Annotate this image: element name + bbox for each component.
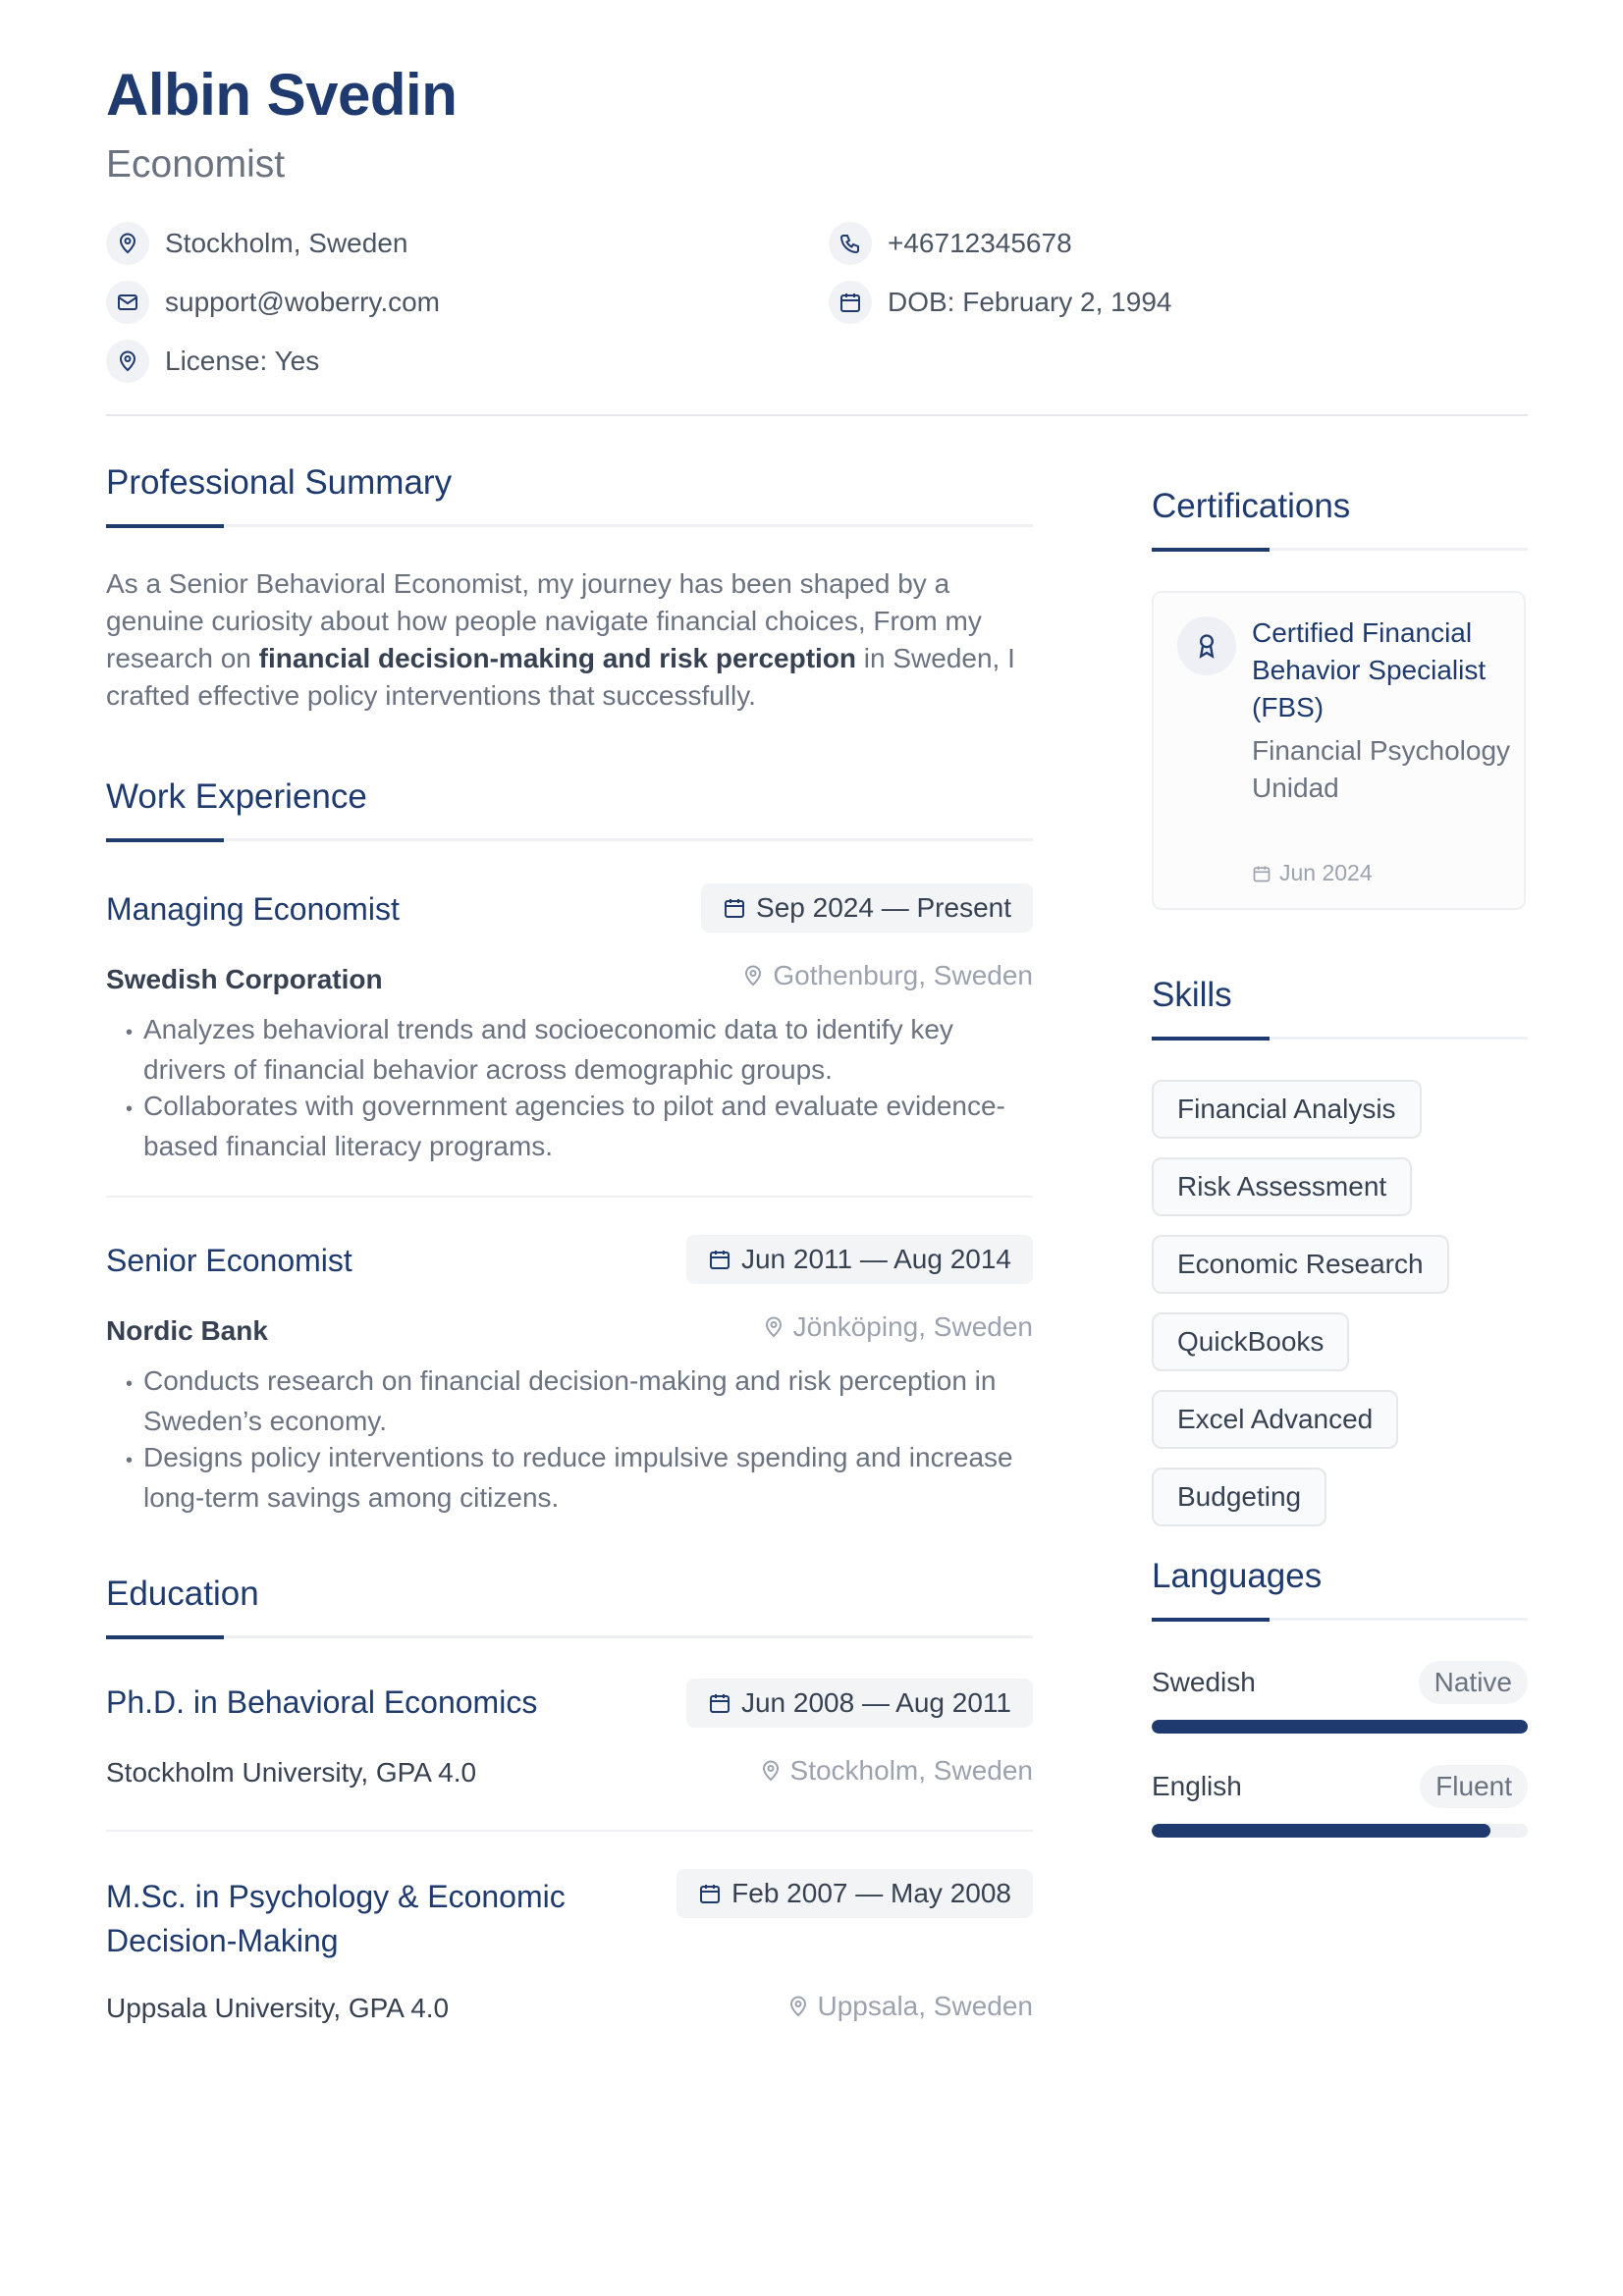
job-title: Senior Economist <box>106 1243 352 1278</box>
header-divider <box>106 414 1528 416</box>
summary-highlight: financial decision-making and risk perception <box>258 643 857 673</box>
certification-name: Certified Financial Behavior Specialist (FBS) <box>1252 617 1487 722</box>
contact-location-text: Stockholm, Sweden <box>165 228 408 258</box>
job-bullet: • Analyzes behavioral trends and socioeconomic data to identify key drivers of financial behavior across demographic groups. <box>126 1011 1039 1088</box>
map-pin-icon <box>741 964 765 988</box>
language-proficiency-bar <box>1152 1824 1528 1838</box>
education-divider <box>106 1830 1033 1832</box>
contact-license <box>106 340 319 383</box>
education-location: Uppsala, Sweden <box>786 1991 1033 2022</box>
education-degree: M.Sc. in Psychology & Economic Decision-Making <box>106 1879 566 1958</box>
languages-heading: Languages <box>1152 1557 1323 1595</box>
map-pin-icon <box>762 1315 785 1339</box>
experience-heading-underline <box>106 838 1033 841</box>
job-location: Jönköping, Sweden <box>762 1311 1033 1343</box>
job-dates: Sep 2024 — Present <box>701 883 1033 933</box>
job-location: Gothenburg, Sweden <box>741 960 1033 991</box>
job-company: Nordic Bank <box>106 1315 268 1346</box>
contact-dob <box>829 281 1171 324</box>
mail-icon <box>106 281 149 324</box>
phone-icon <box>829 222 872 265</box>
job-divider <box>106 1196 1033 1198</box>
job-bullet: • Collaborates with government agencies to pilot and evaluate evidence-based financial literacy programs. <box>126 1088 1039 1164</box>
language-level: Fluent <box>1420 1765 1528 1808</box>
calendar-icon <box>708 1248 731 1271</box>
skill-tag: QuickBooks <box>1152 1312 1349 1371</box>
calendar-icon <box>1252 864 1271 883</box>
skill-tag: Financial Analysis <box>1152 1080 1422 1139</box>
contact-phone-text: +46712345678 <box>888 228 1072 258</box>
skill-tag: Risk Assessment <box>1152 1157 1412 1216</box>
education-heading-underline <box>106 1635 1033 1638</box>
candidate-title: Economist <box>106 143 286 186</box>
job-title: Managing Economist <box>106 891 400 927</box>
certification-issuer: Financial Psychology Unidad <box>1252 735 1511 803</box>
skill-tag: Budgeting <box>1152 1468 1326 1526</box>
candidate-name: Albin Svedin <box>106 62 458 128</box>
language-name: Swedish <box>1152 1667 1256 1697</box>
education-degree: Ph.D. in Behavioral Economics <box>106 1684 538 1720</box>
skills-heading-underline <box>1152 1037 1528 1040</box>
job-dates: Jun 2011 — Aug 2014 <box>686 1235 1033 1284</box>
job-bullet: • Conducts research on financial decision-making and risk perception in Sweden’s economy. <box>126 1362 1039 1439</box>
calendar-icon <box>698 1882 722 1905</box>
education-dates: Jun 2008 — Aug 2011 <box>686 1679 1033 1728</box>
map-pin-icon <box>106 340 149 383</box>
languages-heading-underline <box>1152 1618 1528 1621</box>
award-icon <box>1177 616 1236 675</box>
contact-dob-text: DOB: February 2, 1994 <box>888 287 1172 317</box>
calendar-icon <box>829 281 872 324</box>
job-bullet: • Designs policy interventions to reduce impulsive spending and increase long-term savings among citizens. <box>126 1439 1039 1516</box>
certifications-heading: Certifications <box>1152 487 1351 525</box>
education-heading: Education <box>106 1575 259 1613</box>
job-bullets <box>126 1011 1039 1164</box>
certifications-heading-underline <box>1152 548 1528 551</box>
summary-heading-underline <box>106 524 1033 527</box>
map-pin-icon <box>106 222 149 265</box>
language-level: Native <box>1419 1661 1528 1704</box>
certification-card <box>1152 591 1526 910</box>
education-school: Uppsala University, GPA 4.0 <box>106 1993 450 2023</box>
calendar-icon <box>708 1691 731 1715</box>
language-proficiency-bar <box>1152 1720 1528 1734</box>
summary-heading: Professional Summary <box>106 463 453 502</box>
experience-heading: Work Experience <box>106 777 367 816</box>
education-dates: Feb 2007 — May 2008 <box>676 1869 1033 1918</box>
language-name: English <box>1152 1771 1242 1801</box>
certification-date: Jun 2024 <box>1252 860 1373 886</box>
contact-email-text: support@woberry.com <box>165 287 440 317</box>
contact-license-text: License: Yes <box>165 346 320 376</box>
skill-tag: Economic Research <box>1152 1235 1449 1294</box>
contact-email <box>106 281 440 324</box>
job-bullets <box>126 1362 1039 1516</box>
map-pin-icon <box>759 1759 783 1783</box>
contact-phone <box>829 222 1072 265</box>
skill-tag: Excel Advanced <box>1152 1390 1398 1449</box>
map-pin-icon <box>786 1995 810 2018</box>
education-location: Stockholm, Sweden <box>759 1755 1033 1787</box>
education-school: Stockholm University, GPA 4.0 <box>106 1757 477 1788</box>
calendar-icon <box>723 896 746 920</box>
skills-heading: Skills <box>1152 976 1232 1014</box>
contact-location <box>106 222 407 265</box>
job-company: Swedish Corporation <box>106 964 383 994</box>
summary-text: As a Senior Behavioral Economist, my journey has been shaped by a genuine curiosity about how people navigate financial choices, From my research on financial decision-making and risk perception in Sweden, I crafted effective policy interventions that successfully. <box>106 568 1015 711</box>
